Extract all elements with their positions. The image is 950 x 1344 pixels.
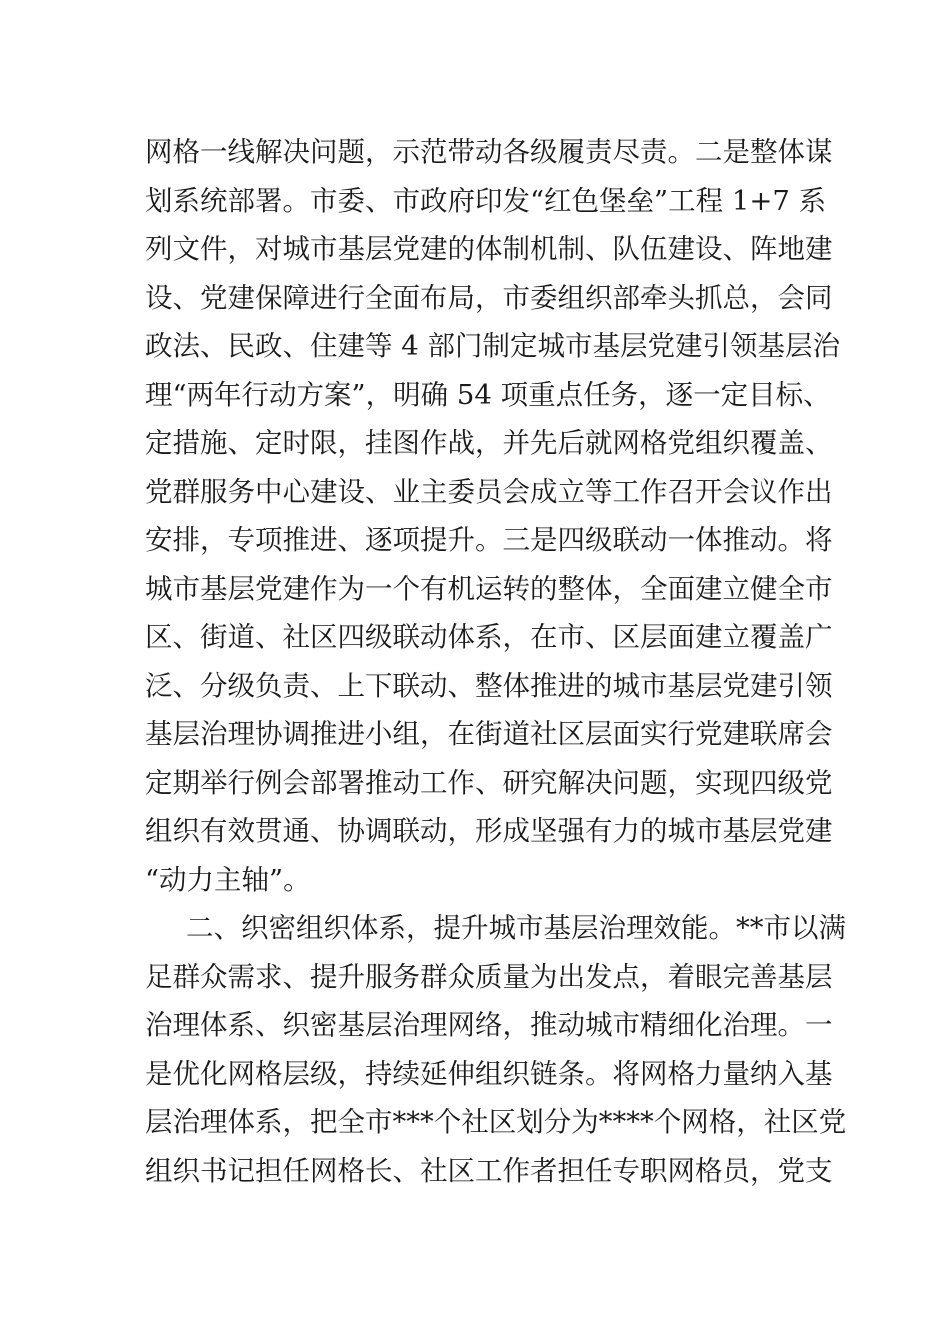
text-line: 安排，专项推进、逐项提升。三是四级联动一体推动。将 — [145, 524, 833, 556]
text-line: 组织有效贯通、协调联动，形成坚强有力的城市基层党建 — [145, 815, 833, 847]
text-line: 基层治理协调推进小组，在街道社区层面实行党建联席会 — [145, 718, 833, 750]
text-line: 城市基层党建作为一个有机运转的整体，全面建立健全市 — [145, 572, 833, 605]
text-line: 区、街道、社区四级联动体系，在市、区层面建立覆盖广 — [145, 621, 833, 653]
text-line: 党群服务中心建设、业主委员会成立等工作召开会议作出 — [145, 475, 833, 508]
text-line: 划系统部署。市委、市政府印发“红色堡垒”工程 1+7 系 — [145, 184, 827, 217]
section-heading-line: 二、织密组织体系，提升城市基层治理效能。**市以满 — [186, 912, 846, 944]
text-line: 定措施、定时限，挂图作战，并先后就网格党组织覆盖、 — [145, 427, 833, 459]
text-line: 网格一线解决问题，示范带动各级履责尽责。二是整体谋 — [145, 136, 833, 168]
text-line: 理“两年行动方案”，明确 54 项重点任务，逐一定目标、 — [145, 378, 831, 411]
text-line: 设、党建保障进行全面布局，市委组织部牵头抓总，会同 — [145, 281, 833, 314]
text-line: 组织书记担任网格长、社区工作者担任专职网格员，党支 — [145, 1154, 833, 1187]
text-line: 列文件，对城市基层党建的体制机制、队伍建设、阵地建 — [145, 233, 833, 265]
text-line: “动力主轴”。 — [145, 863, 311, 896]
text-line: 政法、民政、住建等 4 部门制定城市基层党建引领基层治 — [145, 330, 840, 362]
text-line: 足群众需求、提升服务群众质量为出发点，着眼完善基层 — [145, 960, 833, 993]
text-line: 层治理体系，把全市***个社区划分为****个网格，社区党 — [145, 1106, 847, 1138]
text-line: 治理体系、织密基层治理网络，推动城市精细化治理。一 — [145, 1009, 833, 1041]
text-line: 泛、分级负责、上下联动、整体推进的城市基层党建引领 — [145, 669, 833, 702]
text-line: 是优化网格层级，持续延伸组织链条。将网格力量纳入基 — [145, 1057, 833, 1090]
text-line: 定期举行例会部署推动工作、研究解决问题，实现四级党 — [145, 766, 833, 799]
